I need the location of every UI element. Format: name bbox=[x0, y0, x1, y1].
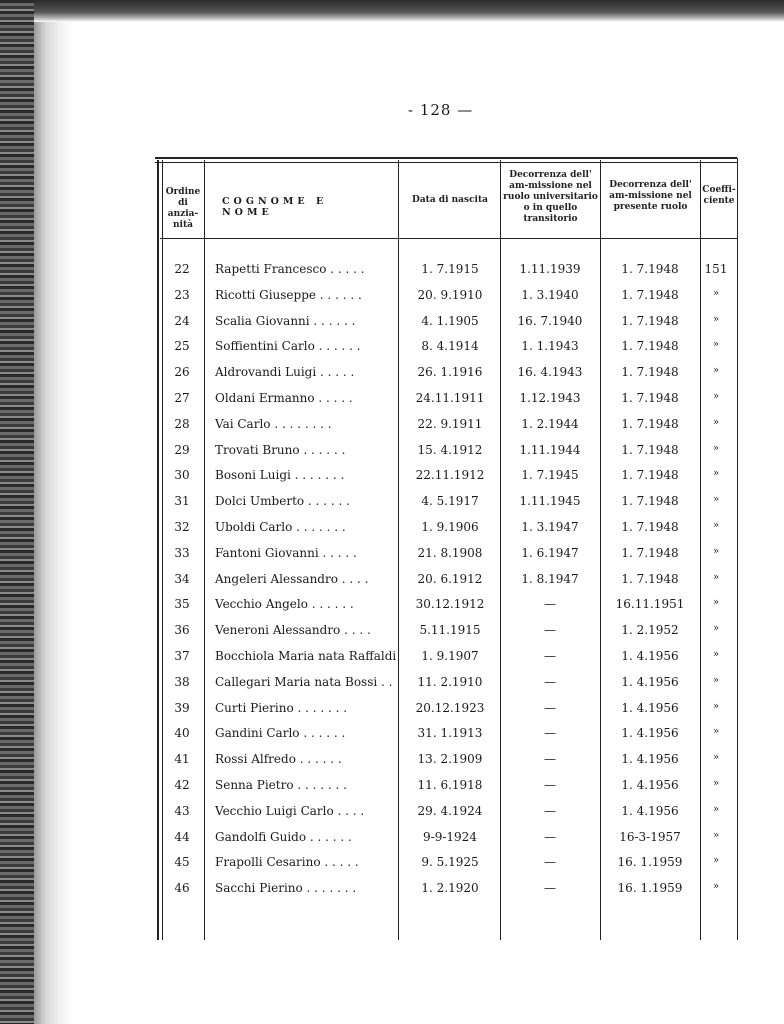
coefficient-cell: » bbox=[712, 778, 720, 789]
university-date-cell: 1. 7.1945 bbox=[521, 468, 579, 483]
name-cell: Bocchiola Maria nata Raffaldi bbox=[215, 649, 397, 663]
table-row bbox=[160, 314, 740, 339]
birth-date-cell: 21. 8.1908 bbox=[417, 545, 483, 560]
university-date-cell: — bbox=[544, 829, 556, 844]
present-role-date-cell: 1. 4.1956 bbox=[621, 674, 679, 689]
present-role-date-cell: 1. 7.1948 bbox=[621, 545, 679, 560]
coefficient-cell: » bbox=[712, 881, 720, 893]
university-date-cell: 1.11.1939 bbox=[519, 262, 581, 276]
university-date-cell: 16. 4.1943 bbox=[517, 365, 583, 380]
scan-binding-shadow bbox=[34, 0, 74, 1024]
university-date-cell: 1. 6.1947 bbox=[521, 545, 579, 560]
header-birth: Data di nascita bbox=[412, 195, 488, 205]
birth-date-cell: 11. 6.1918 bbox=[417, 778, 483, 792]
table-top-border bbox=[155, 157, 737, 159]
coefficient-cell: » bbox=[712, 313, 720, 325]
coefficient-cell: » bbox=[712, 339, 720, 351]
present-role-date-cell: 1. 4.1956 bbox=[621, 752, 679, 767]
order-cell: 28 bbox=[174, 416, 190, 431]
table-row bbox=[160, 752, 740, 777]
order-cell: 34 bbox=[174, 571, 190, 586]
order-cell: 44 bbox=[174, 829, 190, 844]
header-order: Ordine di anzia-nità bbox=[165, 187, 201, 230]
table-row bbox=[160, 830, 740, 855]
university-date-cell: — bbox=[544, 778, 556, 792]
order-cell: 33 bbox=[174, 545, 190, 560]
table-row bbox=[160, 572, 740, 597]
birth-date-cell: 20. 6.1912 bbox=[417, 571, 483, 586]
table-row bbox=[160, 701, 740, 726]
table-row bbox=[160, 675, 740, 700]
table-row bbox=[160, 468, 740, 493]
order-cell: 37 bbox=[174, 649, 190, 663]
table-row bbox=[160, 391, 740, 416]
order-cell: 24 bbox=[174, 313, 190, 328]
name-cell: Bosoni Luigi . . . . . . . bbox=[215, 468, 345, 483]
table-row bbox=[160, 417, 740, 442]
order-cell: 43 bbox=[174, 803, 190, 818]
table-row bbox=[160, 520, 740, 545]
birth-date-cell: 1. 2.1920 bbox=[421, 881, 479, 896]
university-date-cell: 1. 8.1947 bbox=[521, 571, 579, 586]
birth-date-cell: 1. 9.1906 bbox=[421, 520, 479, 534]
birth-date-cell: 4. 1.1905 bbox=[421, 313, 479, 328]
coefficient-cell: » bbox=[712, 623, 720, 635]
coefficient-cell: » bbox=[712, 391, 720, 402]
coefficient-cell: » bbox=[712, 829, 720, 841]
birth-date-cell: 9. 5.1925 bbox=[421, 855, 479, 870]
present-role-date-cell: 1. 4.1956 bbox=[621, 649, 679, 663]
birth-date-cell: 30.12.1912 bbox=[415, 597, 485, 612]
order-cell: 26 bbox=[174, 365, 190, 380]
name-cell: Angeleri Alessandro . . . . bbox=[215, 571, 369, 586]
coefficient-cell: » bbox=[712, 597, 720, 609]
table-row bbox=[160, 288, 740, 313]
order-cell: 42 bbox=[174, 778, 190, 792]
name-cell: Rossi Alfredo . . . . . . bbox=[215, 752, 342, 767]
order-cell: 27 bbox=[174, 391, 190, 405]
table-row bbox=[160, 443, 740, 468]
present-role-date-cell: 1. 7.1948 bbox=[621, 365, 679, 380]
name-cell: Veneroni Alessandro . . . . bbox=[215, 623, 371, 638]
birth-date-cell: 24.11.1911 bbox=[415, 391, 485, 405]
coefficient-cell: » bbox=[712, 468, 720, 480]
order-cell: 45 bbox=[174, 855, 190, 870]
university-date-cell: 1. 2.1944 bbox=[521, 416, 579, 431]
order-cell: 41 bbox=[174, 752, 190, 767]
order-cell: 40 bbox=[174, 726, 190, 741]
name-cell: Gandolfi Guido . . . . . . bbox=[215, 829, 352, 844]
coefficient-cell: » bbox=[712, 700, 720, 712]
table-row bbox=[160, 804, 740, 829]
birth-date-cell: 29. 4.1924 bbox=[417, 803, 483, 818]
name-cell: Oldani Ermanno . . . . . bbox=[215, 391, 353, 405]
table-row bbox=[160, 494, 740, 519]
present-role-date-cell: 1. 7.1948 bbox=[621, 520, 679, 534]
present-role-date-cell: 1. 7.1948 bbox=[621, 468, 679, 483]
table-row bbox=[160, 546, 740, 571]
coefficient-cell: » bbox=[712, 416, 720, 428]
order-cell: 35 bbox=[174, 597, 190, 612]
name-cell: Curti Pierino . . . . . . . bbox=[215, 700, 348, 715]
present-role-date-cell: 1. 7.1948 bbox=[621, 262, 679, 276]
birth-date-cell: 8. 4.1914 bbox=[421, 339, 479, 354]
birth-date-cell: 11. 2.1910 bbox=[417, 674, 483, 689]
page-number: - 128 — bbox=[408, 101, 474, 119]
table-left-border bbox=[157, 160, 159, 940]
university-date-cell: — bbox=[544, 803, 556, 818]
university-date-cell: 16. 7.1940 bbox=[517, 313, 583, 328]
table-row bbox=[160, 881, 740, 906]
university-date-cell: 1.11.1944 bbox=[519, 442, 581, 457]
header-present: Decorrenza dell' am-missione nel presente ruolo bbox=[609, 180, 692, 212]
birth-date-cell: 1. 7.1915 bbox=[421, 262, 479, 276]
name-cell: Trovati Bruno . . . . . . bbox=[215, 442, 346, 457]
university-date-cell: — bbox=[544, 700, 556, 715]
header-name: COGNOME E NOME bbox=[222, 196, 328, 218]
table-top-border-inner bbox=[155, 162, 737, 163]
present-role-date-cell: 1. 7.1948 bbox=[621, 313, 679, 328]
coefficient-cell: » bbox=[712, 287, 720, 299]
birth-date-cell: 1. 9.1907 bbox=[421, 649, 479, 663]
birth-date-cell: 22. 9.1911 bbox=[417, 416, 483, 431]
university-date-cell: — bbox=[544, 855, 556, 870]
table-row bbox=[160, 855, 740, 880]
name-cell: Scalia Giovanni . . . . . . bbox=[215, 313, 356, 328]
present-role-date-cell: 1. 7.1948 bbox=[621, 339, 679, 354]
birth-date-cell: 20. 9.1910 bbox=[417, 287, 483, 302]
university-date-cell: 1.12.1943 bbox=[519, 391, 581, 405]
name-cell: Vecchio Angelo . . . . . . bbox=[215, 597, 354, 612]
present-role-date-cell: 1. 7.1948 bbox=[621, 494, 679, 509]
birth-date-cell: 9-9-1924 bbox=[423, 829, 477, 844]
scan-top-edge bbox=[34, 0, 784, 22]
coefficient-cell: » bbox=[712, 494, 720, 506]
order-cell: 23 bbox=[174, 287, 190, 302]
birth-date-cell: 20.12.1923 bbox=[415, 700, 485, 715]
birth-date-cell: 22.11.1912 bbox=[415, 468, 485, 483]
present-role-date-cell: 16. 1.1959 bbox=[617, 881, 683, 896]
birth-date-cell: 13. 2.1909 bbox=[417, 752, 483, 767]
university-date-cell: — bbox=[544, 623, 556, 638]
university-date-cell: 1.11.1945 bbox=[519, 494, 581, 509]
name-cell: Callegari Maria nata Bossi . . bbox=[215, 674, 393, 689]
order-cell: 32 bbox=[174, 520, 190, 534]
table-row bbox=[160, 623, 740, 648]
name-cell: Soffientini Carlo . . . . . . bbox=[215, 339, 361, 354]
present-role-date-cell: 1. 4.1956 bbox=[621, 700, 679, 715]
table-row bbox=[160, 339, 740, 364]
table-row bbox=[160, 597, 740, 622]
order-cell: 22 bbox=[174, 262, 190, 276]
birth-date-cell: 26. 1.1916 bbox=[417, 365, 483, 380]
scan-binding-edge bbox=[0, 0, 34, 1024]
present-role-date-cell: 1. 7.1948 bbox=[621, 416, 679, 431]
present-role-date-cell: 1. 7.1948 bbox=[621, 442, 679, 457]
coefficient-cell: » bbox=[712, 365, 720, 377]
order-cell: 36 bbox=[174, 623, 190, 638]
present-role-date-cell: 1. 7.1948 bbox=[621, 571, 679, 586]
name-cell: Uboldi Carlo . . . . . . . bbox=[215, 520, 346, 534]
university-date-cell: 1. 1.1943 bbox=[521, 339, 579, 354]
table-row bbox=[160, 365, 740, 390]
order-cell: 30 bbox=[174, 468, 190, 483]
table-row bbox=[160, 262, 740, 287]
present-role-date-cell: 16.11.1951 bbox=[615, 597, 685, 612]
order-cell: 39 bbox=[174, 700, 190, 715]
university-date-cell: 1. 3.1940 bbox=[521, 287, 579, 302]
name-cell: Vecchio Luigi Carlo . . . . bbox=[215, 803, 365, 818]
table-row bbox=[160, 726, 740, 751]
name-cell: Ricotti Giuseppe . . . . . . bbox=[215, 287, 362, 302]
present-role-date-cell: 16. 1.1959 bbox=[617, 855, 683, 870]
coefficient-cell: » bbox=[712, 726, 720, 738]
header-univ: Decorrenza dell' am-missione nel ruolo universitario o in quello transitorio bbox=[503, 170, 598, 224]
university-date-cell: 1. 3.1947 bbox=[521, 520, 579, 534]
name-cell: Dolci Umberto . . . . . . bbox=[215, 494, 350, 509]
birth-date-cell: 4. 5.1917 bbox=[421, 494, 479, 509]
name-cell: Aldrovandi Luigi . . . . . bbox=[215, 365, 355, 380]
present-role-date-cell: 1. 7.1948 bbox=[621, 391, 679, 405]
present-role-date-cell: 16-3-1957 bbox=[619, 829, 681, 844]
coefficient-cell: » bbox=[712, 674, 720, 686]
university-date-cell: — bbox=[544, 597, 556, 612]
coefficient-cell: » bbox=[712, 803, 720, 815]
name-cell: Frapolli Cesarino . . . . . bbox=[215, 855, 359, 870]
name-cell: Sacchi Pierino . . . . . . . bbox=[215, 881, 357, 896]
coefficient-cell: » bbox=[712, 520, 720, 531]
order-cell: 31 bbox=[174, 494, 190, 509]
coefficient-cell: » bbox=[712, 545, 720, 557]
order-cell: 46 bbox=[174, 881, 190, 896]
order-cell: 29 bbox=[174, 442, 190, 457]
name-cell: Vai Carlo . . . . . . . . bbox=[215, 416, 332, 431]
university-date-cell: — bbox=[544, 752, 556, 767]
present-role-date-cell: 1. 4.1956 bbox=[621, 778, 679, 792]
order-cell: 25 bbox=[174, 339, 190, 354]
order-cell: 38 bbox=[174, 674, 190, 689]
header-coef: Coeffi-ciente bbox=[702, 185, 736, 206]
coefficient-cell: » bbox=[712, 442, 720, 454]
birth-date-cell: 31. 1.1913 bbox=[417, 726, 483, 741]
name-cell: Senna Pietro . . . . . . . bbox=[215, 778, 347, 792]
present-role-date-cell: 1. 7.1948 bbox=[621, 287, 679, 302]
table-row bbox=[160, 778, 740, 803]
university-date-cell: — bbox=[544, 649, 556, 663]
name-cell: Rapetti Francesco . . . . . bbox=[215, 262, 365, 276]
name-cell: Fantoni Giovanni . . . . . bbox=[215, 545, 357, 560]
birth-date-cell: 5.11.1915 bbox=[419, 623, 481, 638]
table-row bbox=[160, 649, 740, 674]
university-date-cell: — bbox=[544, 674, 556, 689]
present-role-date-cell: 1. 2.1952 bbox=[621, 623, 679, 638]
university-date-cell: — bbox=[544, 881, 556, 896]
header-bottom-border bbox=[160, 238, 738, 239]
coefficient-cell: » bbox=[712, 752, 720, 764]
birth-date-cell: 15. 4.1912 bbox=[417, 442, 483, 457]
present-role-date-cell: 1. 4.1956 bbox=[621, 726, 679, 741]
coefficient-cell: 151 bbox=[704, 262, 728, 276]
coefficient-cell: » bbox=[712, 571, 720, 583]
name-cell: Gandini Carlo . . . . . . bbox=[215, 726, 346, 741]
university-date-cell: — bbox=[544, 726, 556, 741]
present-role-date-cell: 1. 4.1956 bbox=[621, 803, 679, 818]
coefficient-cell: » bbox=[712, 649, 720, 660]
coefficient-cell: » bbox=[712, 855, 720, 867]
